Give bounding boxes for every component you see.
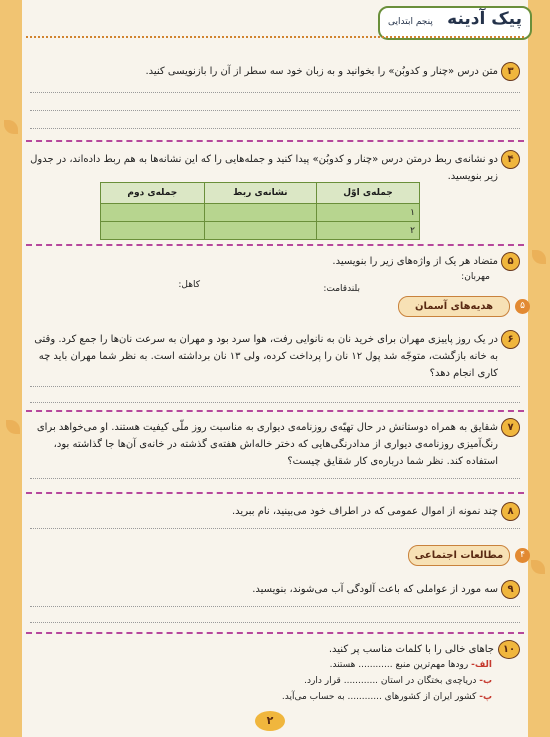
table-cell[interactable]: ۲	[317, 222, 420, 240]
question-text: متن درس «چنار و کدوبُن» را بخوانید و به زبان خود سه سطر از آن را بازنویسی کنید.	[145, 66, 498, 77]
question-4	[30, 150, 520, 184]
antonym-item[interactable]: بلندقامت:	[323, 284, 360, 294]
question-9	[30, 580, 520, 600]
section-number: ۵	[515, 299, 530, 314]
question-text: متضاد هر یک از واژه‌های زیر را بنویسید.	[332, 256, 498, 267]
answer-line[interactable]	[30, 622, 520, 623]
answer-line[interactable]	[30, 128, 520, 129]
answer-line[interactable]	[30, 606, 520, 607]
table-cell[interactable]	[204, 204, 316, 222]
item-text: رودها مهم‌ترین منبع ............ هستند.	[329, 660, 469, 670]
question-8	[30, 502, 520, 522]
antonym-item[interactable]: مهربان:	[461, 272, 490, 282]
question-5	[30, 252, 520, 272]
fill-blank-item[interactable]	[304, 676, 492, 686]
table-cell[interactable]	[101, 222, 205, 240]
table-header: نشانه‌ی ربط	[204, 183, 316, 204]
header-divider	[26, 36, 524, 38]
question-text: چند نمونه از اموال عمومی که در اطراف خود می‌بینید، نام ببرید.	[231, 506, 498, 517]
item-label: پ-	[479, 692, 492, 702]
brand-logo: پیک آدینه	[447, 9, 522, 29]
header-badge	[378, 6, 532, 40]
item-text: کشور ایران از کشورهای ............ به حساب می‌آید.	[281, 692, 477, 702]
question-text: سه مورد از عواملی که باعث آلودگی آب می‌شوند، بنویسید.	[252, 584, 498, 595]
table-cell[interactable]	[204, 222, 316, 240]
question-10	[30, 640, 520, 660]
answer-line[interactable]	[30, 528, 520, 529]
grade-label: پنجم ابتدایی	[388, 17, 433, 27]
item-label: ب-	[479, 676, 492, 686]
fill-blank-item[interactable]	[282, 692, 492, 702]
table-row	[101, 222, 420, 240]
answer-line[interactable]	[30, 402, 520, 403]
table-header: جمله‌ی دوم	[101, 183, 205, 204]
question-text: شقایق به همراه دوستانش در حال تهیّه‌ی روزنامه‌ی دیواری به مناسبت روز ملّی کیفیت هستند. او می‌خواهد برای رنگ‌آمیزی روزنامه‌ی دیواری از مدادرنگی‌هایی که دختر خاله‌اش هفته‌ی گذشته در خانه‌ی آن‌ها جا گذاشته بود، استفاده کند. نظر شما درباره‌ی کار شقایق چیست؟	[36, 422, 498, 467]
answer-line[interactable]	[30, 386, 520, 387]
section-title: مطالعات اجتماعی	[408, 545, 510, 566]
question-7	[30, 418, 520, 470]
question-number: ۳	[501, 62, 520, 81]
table-cell[interactable]: ۱	[317, 204, 420, 222]
section-number: ۴	[515, 548, 530, 563]
question-text: در یک روز پاییزی مهران برای خرید نان به نانوایی رفت، هوا سرد بود و مهران به سرعت نان‌ها را جمع کرد. وقتی به خانه بازگشت، متوجّه شد پول ۱۲ نان را پرداخت کرده، ولی ۱۳ نان برداشته است. به نظر شما مهران باید چه کاری انجام دهد؟	[34, 334, 498, 379]
section-divider	[26, 492, 524, 494]
question-6	[30, 330, 520, 382]
item-label: الف-	[471, 660, 492, 670]
question-number: ۹	[501, 580, 520, 599]
section-divider	[26, 140, 524, 142]
answer-line[interactable]	[30, 92, 520, 93]
item-text: دریاچه‌ی بختگان در استان ............ قرار دارد.	[304, 676, 477, 686]
fill-blank-item[interactable]	[330, 660, 492, 670]
question-number: ۸	[501, 502, 520, 521]
answer-line[interactable]	[30, 478, 520, 479]
section-divider	[26, 410, 524, 412]
right-decor-band	[528, 0, 550, 737]
section-divider	[26, 244, 524, 246]
question-number: ۷	[501, 418, 520, 437]
question-3	[30, 62, 520, 82]
table-row	[101, 204, 420, 222]
section-divider	[26, 632, 524, 634]
question-number: ۵	[501, 252, 520, 271]
left-decor-band	[0, 0, 22, 737]
page-number: ۲	[255, 711, 285, 731]
question-number: ۱۰	[498, 640, 520, 659]
table-cell[interactable]	[101, 204, 205, 222]
section-title: هدیه‌های آسمان	[398, 296, 510, 317]
question-text: جاهای خالی را با کلمات مناسب پر کنید.	[328, 644, 494, 655]
question-text: دو نشانه‌ی ربط درمتن درس «چنار و کدوبُن» پیدا کنید و جمله‌هایی را که این نشانه‌ها به هم ربط داده‌اند، در جدول زیر بنویسید.	[30, 154, 498, 182]
table-header: جمله‌ی اوّل	[317, 183, 420, 204]
question-number: ۴	[501, 150, 520, 169]
antonym-item[interactable]: کاهل:	[178, 280, 200, 290]
connector-table	[100, 182, 420, 240]
answer-line[interactable]	[30, 110, 520, 111]
question-number: ۶	[501, 330, 520, 349]
